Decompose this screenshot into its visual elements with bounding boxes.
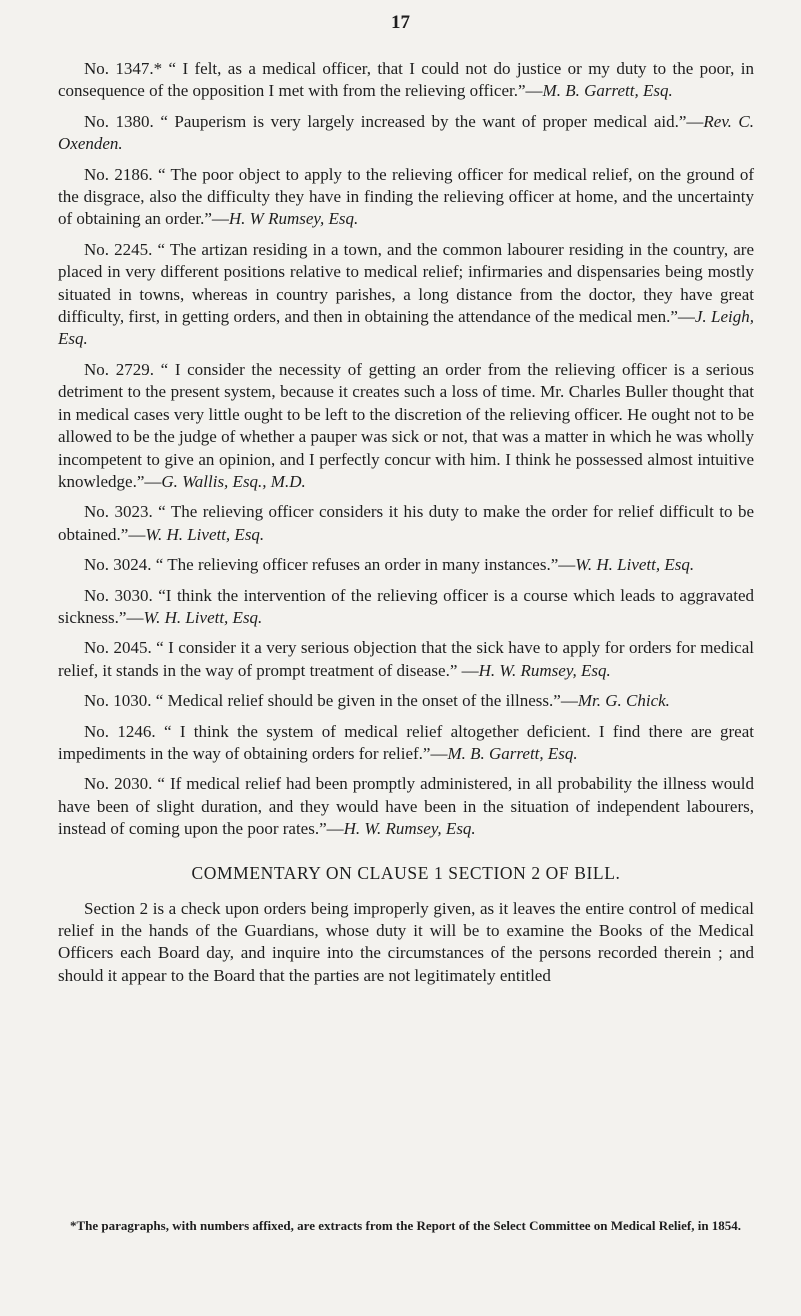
evidence-attribution: G. Wallis, Esq., M.D. — [161, 471, 306, 491]
evidence-attribution: Mr. G. Chick. — [577, 691, 670, 711]
evidence-quote: No. 1347.* “ I felt, as a medical officer, that I could not do justice or my duty to the poor, in consequence of the opposition I met with from the relieving officer.”— — [58, 59, 754, 101]
evidence-attribution: Rev. C. Oxenden. — [58, 111, 754, 154]
evidence-paragraph — [58, 164, 754, 231]
commentary-paragraph: Section 2 is a check upon orders being improperly given, as it leaves the entire control of medical relief in the hands of the Guardians, whose duty it will be to examine the Books of the Medical Officers each Board day, and inquire into the circumstances of the persons recorded therein ; and should it appear to the Board that the parties are not legitimately entitled — [58, 898, 754, 985]
evidence-extracts — [58, 58, 754, 841]
evidence-quote: No. 2186. “ The poor object to apply to the relieving officer for medical relief, on the ground of the disgrace, also the difficulty they have in finding the relieving officer at home, and the uncertainty of obtaining an order.”— — [58, 164, 754, 229]
evidence-paragraph — [58, 359, 754, 493]
page-number: 17 — [391, 12, 410, 33]
evidence-quote: No. 1246. “ I think the system of medical relief altogether deficient. I find there are great impediments in the way of obtaining orders for relief.”— — [58, 721, 754, 763]
evidence-attribution: M. B. Garrett, Esq. — [447, 743, 578, 763]
evidence-attribution: H. W Rumsey, Esq. — [228, 209, 359, 229]
evidence-quote: No. 2245. “ The artizan residing in a town, and the common labourer residing in the country, are placed in very different positions relative to medical relief; infirmaries and dispensaries being mostly situated in towns, whereas in country parishes, a long distance from the doctor, they have great difficulty, first, in getting orders, and then in obtaining the attendance of the medical men.”— — [58, 239, 754, 327]
evidence-paragraph — [58, 111, 754, 156]
evidence-paragraph — [58, 239, 754, 351]
evidence-quote: No. 1380. “ Pauperism is very largely increased by the want of proper medical aid.”— — [84, 111, 704, 131]
evidence-quote: No. 3024. “ The relieving officer refuses an order in many instances.”— — [84, 555, 576, 575]
evidence-attribution: W. H. Livett, Esq. — [145, 524, 265, 544]
evidence-paragraph — [58, 58, 754, 103]
evidence-attribution: H. W. Rumsey, Esq. — [343, 819, 476, 839]
evidence-quote: No. 2729. “ I consider the necessity of getting an order from the relieving officer is a serious detriment to the present system, because it creates such a loss of time. Mr. Charles Buller thought that in medical cases very little ought to be left to the discretion of the relieving officer. He ought not to be allowed to be the judge of whether a pauper was sick or not, that was a matter in which he was wholly incompetent to give an opinion, and I perfectly concur with him. I think he possessed almost intuitive knowledge.”— — [58, 359, 754, 491]
evidence-attribution: M. B. Garrett, Esq. — [542, 81, 673, 101]
evidence-quote: No. 2030. “ If medical relief had been promptly administered, in all probability the illness would have been of slight duration, and they would have been in the situation of independent labourers, instead of coming upon the poor rates.”— — [58, 774, 754, 839]
evidence-attribution: W. H. Livett, Esq. — [575, 555, 695, 575]
evidence-paragraph — [58, 690, 754, 712]
page-body — [58, 58, 754, 987]
section-heading: COMMENTARY ON CLAUSE 1 SECTION 2 OF BILL. — [191, 862, 621, 883]
evidence-quote: No. 2045. “ I consider it a very serious objection that the sick have to apply for orders for medical relief, it stands in the way of prompt treatment of disease.” — — [58, 638, 754, 680]
evidence-paragraph — [58, 773, 754, 840]
evidence-paragraph — [58, 721, 754, 766]
evidence-paragraph — [58, 501, 754, 546]
evidence-paragraph — [58, 637, 754, 682]
evidence-attribution: W. H. Livett, Esq. — [143, 607, 263, 627]
footnote: *The paragraphs, with numbers affixed, are extracts from the Report of the Select Committee on Medical Relief, in 1854. — [70, 1218, 742, 1233]
evidence-attribution: H. W. Rumsey, Esq. — [478, 660, 611, 680]
evidence-quote: No. 3030. “I think the intervention of the relieving officer is a course which leads to aggravated sickness.”— — [58, 585, 754, 627]
evidence-quote: No. 1030. “ Medical relief should be given in the onset of the illness.”— — [84, 691, 578, 711]
evidence-paragraph — [58, 554, 754, 576]
evidence-quote: No. 3023. “ The relieving officer considers it his duty to make the order for relief difficult to be obtained.”— — [58, 502, 754, 544]
evidence-paragraph — [58, 585, 754, 630]
evidence-attribution: J. Leigh, Esq. — [58, 307, 754, 349]
